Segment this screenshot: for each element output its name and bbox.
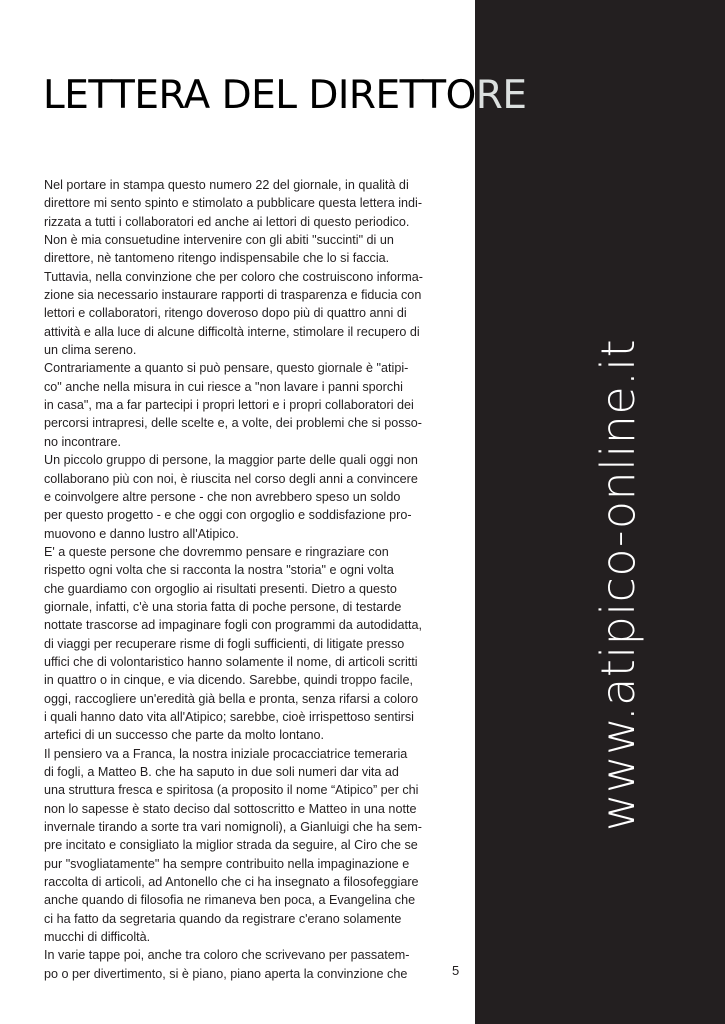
body-line: co" anche nella misura in cui riesce a "non lavare i panni sporchi: [44, 379, 403, 394]
body-line: artefici di un successo che parte da molto lontano.: [44, 728, 325, 743]
body-line: pur "svogliatamente" ha sempre contribuito nella impaginazione e: [44, 856, 410, 871]
body-line: attività e alla luce di alcune difficoltà interne, stimolare il recupero di: [44, 324, 420, 339]
body-line: Contrariamente a quanto si può pensare, questo giornale è "atipi-: [44, 361, 409, 376]
website-url[interactable]: www.atipico-online.it: [591, 338, 645, 832]
sidebar-url-container: [588, 338, 648, 832]
body-line: e coinvolgere altre persone - che non avrebbero speso un soldo: [44, 489, 401, 504]
body-line: uffici che di volontaristico hanno solamente il nome, di articoli scritti: [44, 654, 418, 669]
body-line: che guardiamo con orgoglio ai risultati presenti. Dietro a questo: [44, 581, 397, 596]
body-line: in quattro o in cinque, e via dicendo. Sarebbe, quindi troppo facile,: [44, 673, 413, 688]
body-line: pre incitato e consigliato la miglior strada da seguire, al Ciro che se: [44, 838, 418, 853]
body-line: nottate trascorse ad impaginare fogli con programmi da autodidatta,: [44, 618, 423, 633]
body-line: mucchi di difficoltà.: [44, 930, 151, 945]
body-line: rizzata a tutti i collaboratori ed anche ai lettori di questo periodico.: [44, 214, 410, 229]
body-line: direttore mi sento spinto e stimolato a pubblicare questa lettera indi-: [44, 196, 423, 211]
body-line: non lo sapesse è stato deciso dal sottoscritto e Matteo in una notte: [44, 801, 417, 816]
body-line: Il pensiero va a Franca, la nostra iniziale procacciatrice temeraria: [44, 746, 408, 761]
body-line: E' a queste persone che dovremmo pensare e ringraziare con: [44, 544, 389, 559]
body-line: per questo progetto - e che oggi con orgoglio e soddisfazione pro-: [44, 508, 412, 523]
body-line: giornale, infatti, c'è una storia fatta di poche persone, di testarde: [44, 599, 402, 614]
body-line: i quali hanno dato vita all'Atipico; sarebbe, cioè irrispettoso sentirsi: [44, 709, 414, 724]
body-line: in casa", ma a far partecipi i propri lettori e i propri collaboratori dei: [44, 398, 414, 413]
body-line: collaborano più con noi, è riuscita nel corso degli anni a convincere: [44, 471, 418, 486]
body-line: po o per divertimento, si è piano, piano aperta la convinzione che: [44, 966, 408, 981]
body-line: no incontrare.: [44, 434, 122, 449]
body-line: ci ha fatto da segretaria quando da registrare c'erano solamente: [44, 911, 402, 926]
body-line: un clima sereno.: [44, 343, 137, 358]
letter-body: [44, 176, 454, 983]
body-line: oggi, raccogliere un'eredità già bella e pronta, senza rifarsi a coloro: [44, 691, 419, 706]
page-number: 5: [452, 963, 460, 978]
body-line: anche quando di filosofia ne rimaneva ben poca, a Evangelina che: [44, 893, 416, 908]
body-line: invernale tirando a sorte tra vari nomignoli), a Gianluigi che ha sem-: [44, 820, 422, 835]
body-line: raccolta di articoli, ad Antonello che ci ha insegnato a filosofeggiare: [44, 875, 419, 890]
body-line: muovono e danno lustro all'Atipico.: [44, 526, 239, 541]
body-line: rispetto ogni volta che si racconta la nostra "storia" e ogni volta: [44, 563, 394, 578]
body-line: Non è mia consuetudine intervenire con gli abiti "succinti" di un: [44, 233, 394, 248]
body-line: di viaggi per recuperare risme di fogli sufficienti, di litigate presso: [44, 636, 405, 651]
body-line: percorsi intrapresi, delle scelte e, a volte, dei problemi che si posso-: [44, 416, 422, 431]
body-line: zione sia necessario instaurare rapporti di trasparenza e fiducia con: [44, 288, 422, 303]
body-line: Un piccolo gruppo di persone, la maggior parte delle quali oggi non: [44, 453, 418, 468]
body-line: direttore, nè tantomeno ritengo indispensabile che lo si faccia.: [44, 251, 390, 266]
body-line: Nel portare in stampa questo numero 22 del giornale, in qualità di: [44, 178, 409, 192]
body-line: lettori e collaboratori, ritengo doveroso dopo più di quattro anni di: [44, 306, 407, 321]
body-line: Tuttavia, nella convinzione che per coloro che costruiscono informa-: [44, 269, 423, 284]
body-line: una struttura fresca e spiritosa (a proposito il nome “Atipico” per chi: [44, 783, 419, 798]
body-line: di fogli, a Matteo B. che ha saputo in due soli numeri dar vita ad: [44, 765, 399, 779]
body-line: In varie tappe poi, anche tra coloro che scrivevano per passatem-: [44, 948, 410, 963]
page-title: LETTERA DEL DIRETTORE: [43, 73, 527, 118]
